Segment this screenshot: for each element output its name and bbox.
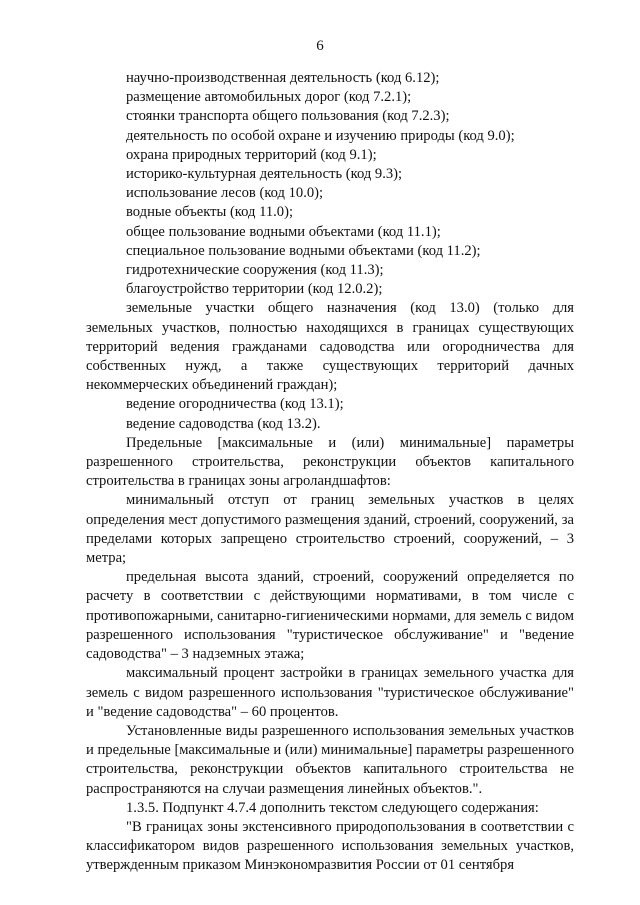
list-item: гидротехнические сооружения (код 11.3); [126, 262, 384, 279]
paragraph-building-percentage: максимальный процент застройки в границах земельного участка для земель с видом разрешенного использования "туристическое обслуживание" и "ведение садоводства" – 60 процентов. [86, 665, 574, 720]
list-item: ведение огородничества (код 13.1); [126, 396, 344, 413]
paragraph-limit-parameters-intro: Предельные [максимальные и (или) минимальные] параметры разрешенного строительства, реконструкции объектов капитального строительства в границах зоны агроландшафтов: [86, 434, 574, 490]
paragraph-maximum-height: предельная высота зданий, строений, сооружений определяется по расчету в соответствии с действующими нормативами, в том числе с противопожарными, санитарно-гигиеническими нормами, для земель с видом разрешенного использования "туристическое обслуживание" и "ведение садоводства" – 3 надземных этажа; [86, 569, 574, 663]
paragraph-linear-objects-exception: Установленные виды разрешенного использования земельных участков и предельные [максимальные и (или) минимальные] параметры разрешенного строительства, реконструкции объектов капитального строительства не распространяются на случаи размещения линейных объектов.". [86, 722, 574, 797]
list-item: охрана природных территорий (код 9.1); [126, 146, 377, 163]
list-item: использование лесов (код 10.0); [126, 185, 324, 202]
list-item: размещение автомобильных дорог (код 7.2.1); [126, 89, 412, 106]
paragraph-extensive-use-zone: "В границах зоны экстенсивного природопользования в соответствии с классификатором видов разрешенного использования земельных участков, утвержденным приказом Минэкономразвития России от 01 сентября [86, 818, 574, 874]
list-item: научно-производственная деятельность (код 6.12); [126, 70, 440, 86]
list-item: стоянки транспорта общего пользования (код 7.2.3); [126, 108, 450, 125]
document-body [86, 69, 574, 876]
paragraph-subclause-4-7-4: 1.3.5. Подпункт 4.7.4 дополнить текстом следующего содержания: [126, 799, 539, 816]
list-item: ведение садоводства (код 13.2). [126, 415, 321, 432]
paragraph-common-use-plots: земельные участки общего назначения (код 13.0) (только для земельных участков, полностью находящихся в границах существующих территорий ведения гражданами садоводства или огородничества для собственных нужд, а также существующих территорий дачных некоммерческих объединений граждан); [86, 300, 574, 394]
list-item: благоустройство территории (код 12.0.2); [126, 281, 383, 298]
list-item: деятельность по особой охране и изучению природы (код 9.0); [126, 127, 515, 144]
list-item: историко-культурная деятельность (код 9.3); [126, 166, 403, 183]
list-item: общее пользование водными объектами (код 11.1); [126, 223, 441, 240]
list-item: водные объекты (код 11.0); [126, 204, 294, 221]
page-number: 6 [316, 38, 324, 54]
list-item: специальное пользование водными объектами (код 11.2); [126, 242, 481, 259]
paragraph-minimum-setback: минимальный отступ от границ земельных участков в целях определения мест допустимого размещения зданий, строений, сооружений, за пределами которых запрещено строительство строений, сооружений, – 3 метра; [86, 492, 574, 567]
